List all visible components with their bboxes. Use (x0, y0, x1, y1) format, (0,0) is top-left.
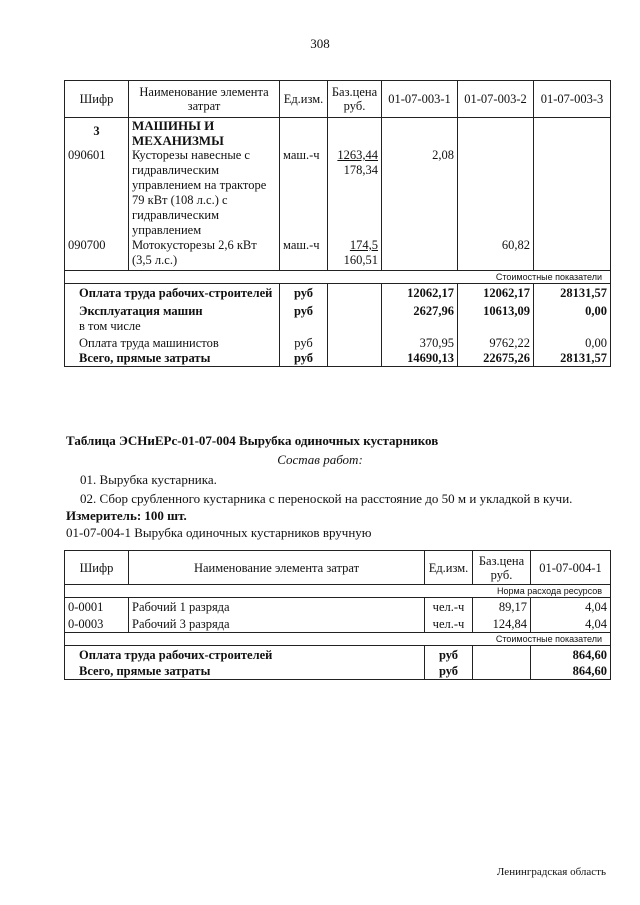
summary-value-1: 864,60 (531, 663, 611, 680)
col-header-name: Наименование элемента затрат (129, 81, 280, 118)
row-value-3 (534, 148, 611, 238)
row-value-2: 60,82 (458, 238, 534, 271)
row-code: 090601 (65, 148, 129, 238)
resource-table-2 (64, 550, 611, 680)
footer-region: Ленинградская область (496, 866, 606, 878)
section-row (65, 118, 611, 149)
work-composition-label: Состав работ: (277, 452, 363, 467)
summary-unit: руб (425, 663, 473, 680)
col-header-name: Наименование элемента затрат (129, 551, 425, 585)
table-2-title: Таблица ЭСНиЕРс-01-07-004 Вырубка одиночных кустарников (66, 433, 439, 448)
summary-unit: руб (280, 334, 328, 351)
subtitle: 01-07-004-1 Вырубка одиночных кустарников вручную (66, 525, 372, 540)
summary-unit: руб (280, 351, 328, 367)
summary-value-2: 9762,22 (458, 334, 534, 351)
summary-value-3: 28131,57 (534, 284, 611, 302)
row-value-1 (382, 238, 458, 271)
row-code: 0-0003 (65, 615, 129, 633)
summary-name: Оплата труда рабочих-строителей (65, 646, 425, 664)
col-header-unit: Ед.изм. (425, 551, 473, 585)
col-header-price: Баз.цена руб. (328, 81, 382, 118)
summary-name: Оплата труда рабочих-строителей (65, 284, 280, 302)
row-value-1: 4,04 (531, 615, 611, 633)
resource-norm-subheader: Норма расхода ресурсов (65, 585, 611, 598)
summary-unit: руб (280, 301, 328, 319)
measurer: Измеритель: 100 шт. (66, 508, 187, 523)
row-name: Мотокусторезы 2,6 кВт (3,5 л.с.) (129, 238, 280, 271)
col-header-code: Шифр (65, 81, 129, 118)
summary-name: Всего, прямые затраты (65, 663, 425, 680)
row-code: 0-0001 (65, 598, 129, 616)
summary-name: Оплата труда машинистов (65, 334, 280, 351)
resource-table-1 (64, 80, 611, 367)
row-unit: чел.-ч (425, 598, 473, 616)
summary-row (65, 663, 611, 680)
section-number: 3 (65, 118, 129, 149)
col-header-unit: Ед.изм. (280, 81, 328, 118)
summary-row (65, 646, 611, 664)
summary-value-1: 12062,17 (382, 284, 458, 302)
row-price-bottom: 178,34 (343, 163, 378, 177)
row-price-top: 1263,44 (337, 148, 378, 162)
col-header-norm-3: 01-07-003-3 (534, 81, 611, 118)
table-row (65, 598, 611, 616)
summary-unit: руб (280, 284, 328, 302)
row-code: 090700 (65, 238, 129, 271)
row-name: Рабочий 1 разряда (129, 598, 425, 616)
summary-value-2: 22675,26 (458, 351, 534, 367)
row-name: Кусторезы навесные с гидравлическим управлением на тракторе 79 кВт (108 л.с.) с гидравлическим управлением (129, 148, 280, 238)
summary-name: Всего, прямые затраты (65, 351, 280, 367)
summary-unit: руб (425, 646, 473, 664)
summary-value-1: 2627,96 (382, 301, 458, 319)
summary-value-1: 370,95 (382, 334, 458, 351)
summary-name: в том числе (65, 319, 280, 334)
table-row (65, 615, 611, 633)
summary-value-2: 10613,09 (458, 301, 534, 319)
row-price: 124,84 (473, 615, 531, 633)
page-number: 308 (310, 36, 330, 51)
col-header-norm-1: 01-07-003-1 (382, 81, 458, 118)
work-item: 01. Вырубка кустарника. (80, 472, 217, 487)
summary-row (65, 319, 611, 334)
row-price: 89,17 (473, 598, 531, 616)
row-unit: чел.-ч (425, 615, 473, 633)
summary-row (65, 301, 611, 319)
col-header-price: Баз.цена руб. (473, 551, 531, 585)
summary-name: Эксплуатация машин (65, 301, 280, 319)
col-header-code: Шифр (65, 551, 129, 585)
summary-value-3: 0,00 (534, 334, 611, 351)
summary-value-3: 0,00 (534, 301, 611, 319)
row-price-top: 174,5 (349, 238, 378, 252)
table-row (65, 148, 611, 238)
cost-indicators-subheader: Стоимостные показатели (65, 271, 611, 284)
summary-row (65, 284, 611, 302)
row-name: Рабочий 3 разряда (129, 615, 425, 633)
col-header-norm-2: 01-07-003-2 (458, 81, 534, 118)
row-value-1: 2,08 (382, 148, 458, 238)
row-value-1: 4,04 (531, 598, 611, 616)
summary-value-3: 28131,57 (534, 351, 611, 367)
row-value-3 (534, 238, 611, 271)
summary-row (65, 351, 611, 367)
row-unit: маш.-ч (280, 148, 328, 238)
row-value-2 (458, 148, 534, 238)
cost-indicators-subheader: Стоимостные показатели (65, 633, 611, 646)
col-header-norm-1: 01-07-004-1 (531, 551, 611, 585)
summary-value-2: 12062,17 (458, 284, 534, 302)
work-item: 02. Сбор срубленного кустарника с переноской на расстояние до 50 м и укладкой в кучи. (80, 491, 573, 506)
row-unit: маш.-ч (280, 238, 328, 271)
summary-value-1: 14690,13 (382, 351, 458, 367)
row-price-bottom: 160,51 (343, 253, 378, 267)
summary-value-1: 864,60 (531, 646, 611, 664)
summary-row (65, 334, 611, 351)
section-title: МАШИНЫ И МЕХАНИЗМЫ (129, 118, 280, 149)
table-row (65, 238, 611, 271)
